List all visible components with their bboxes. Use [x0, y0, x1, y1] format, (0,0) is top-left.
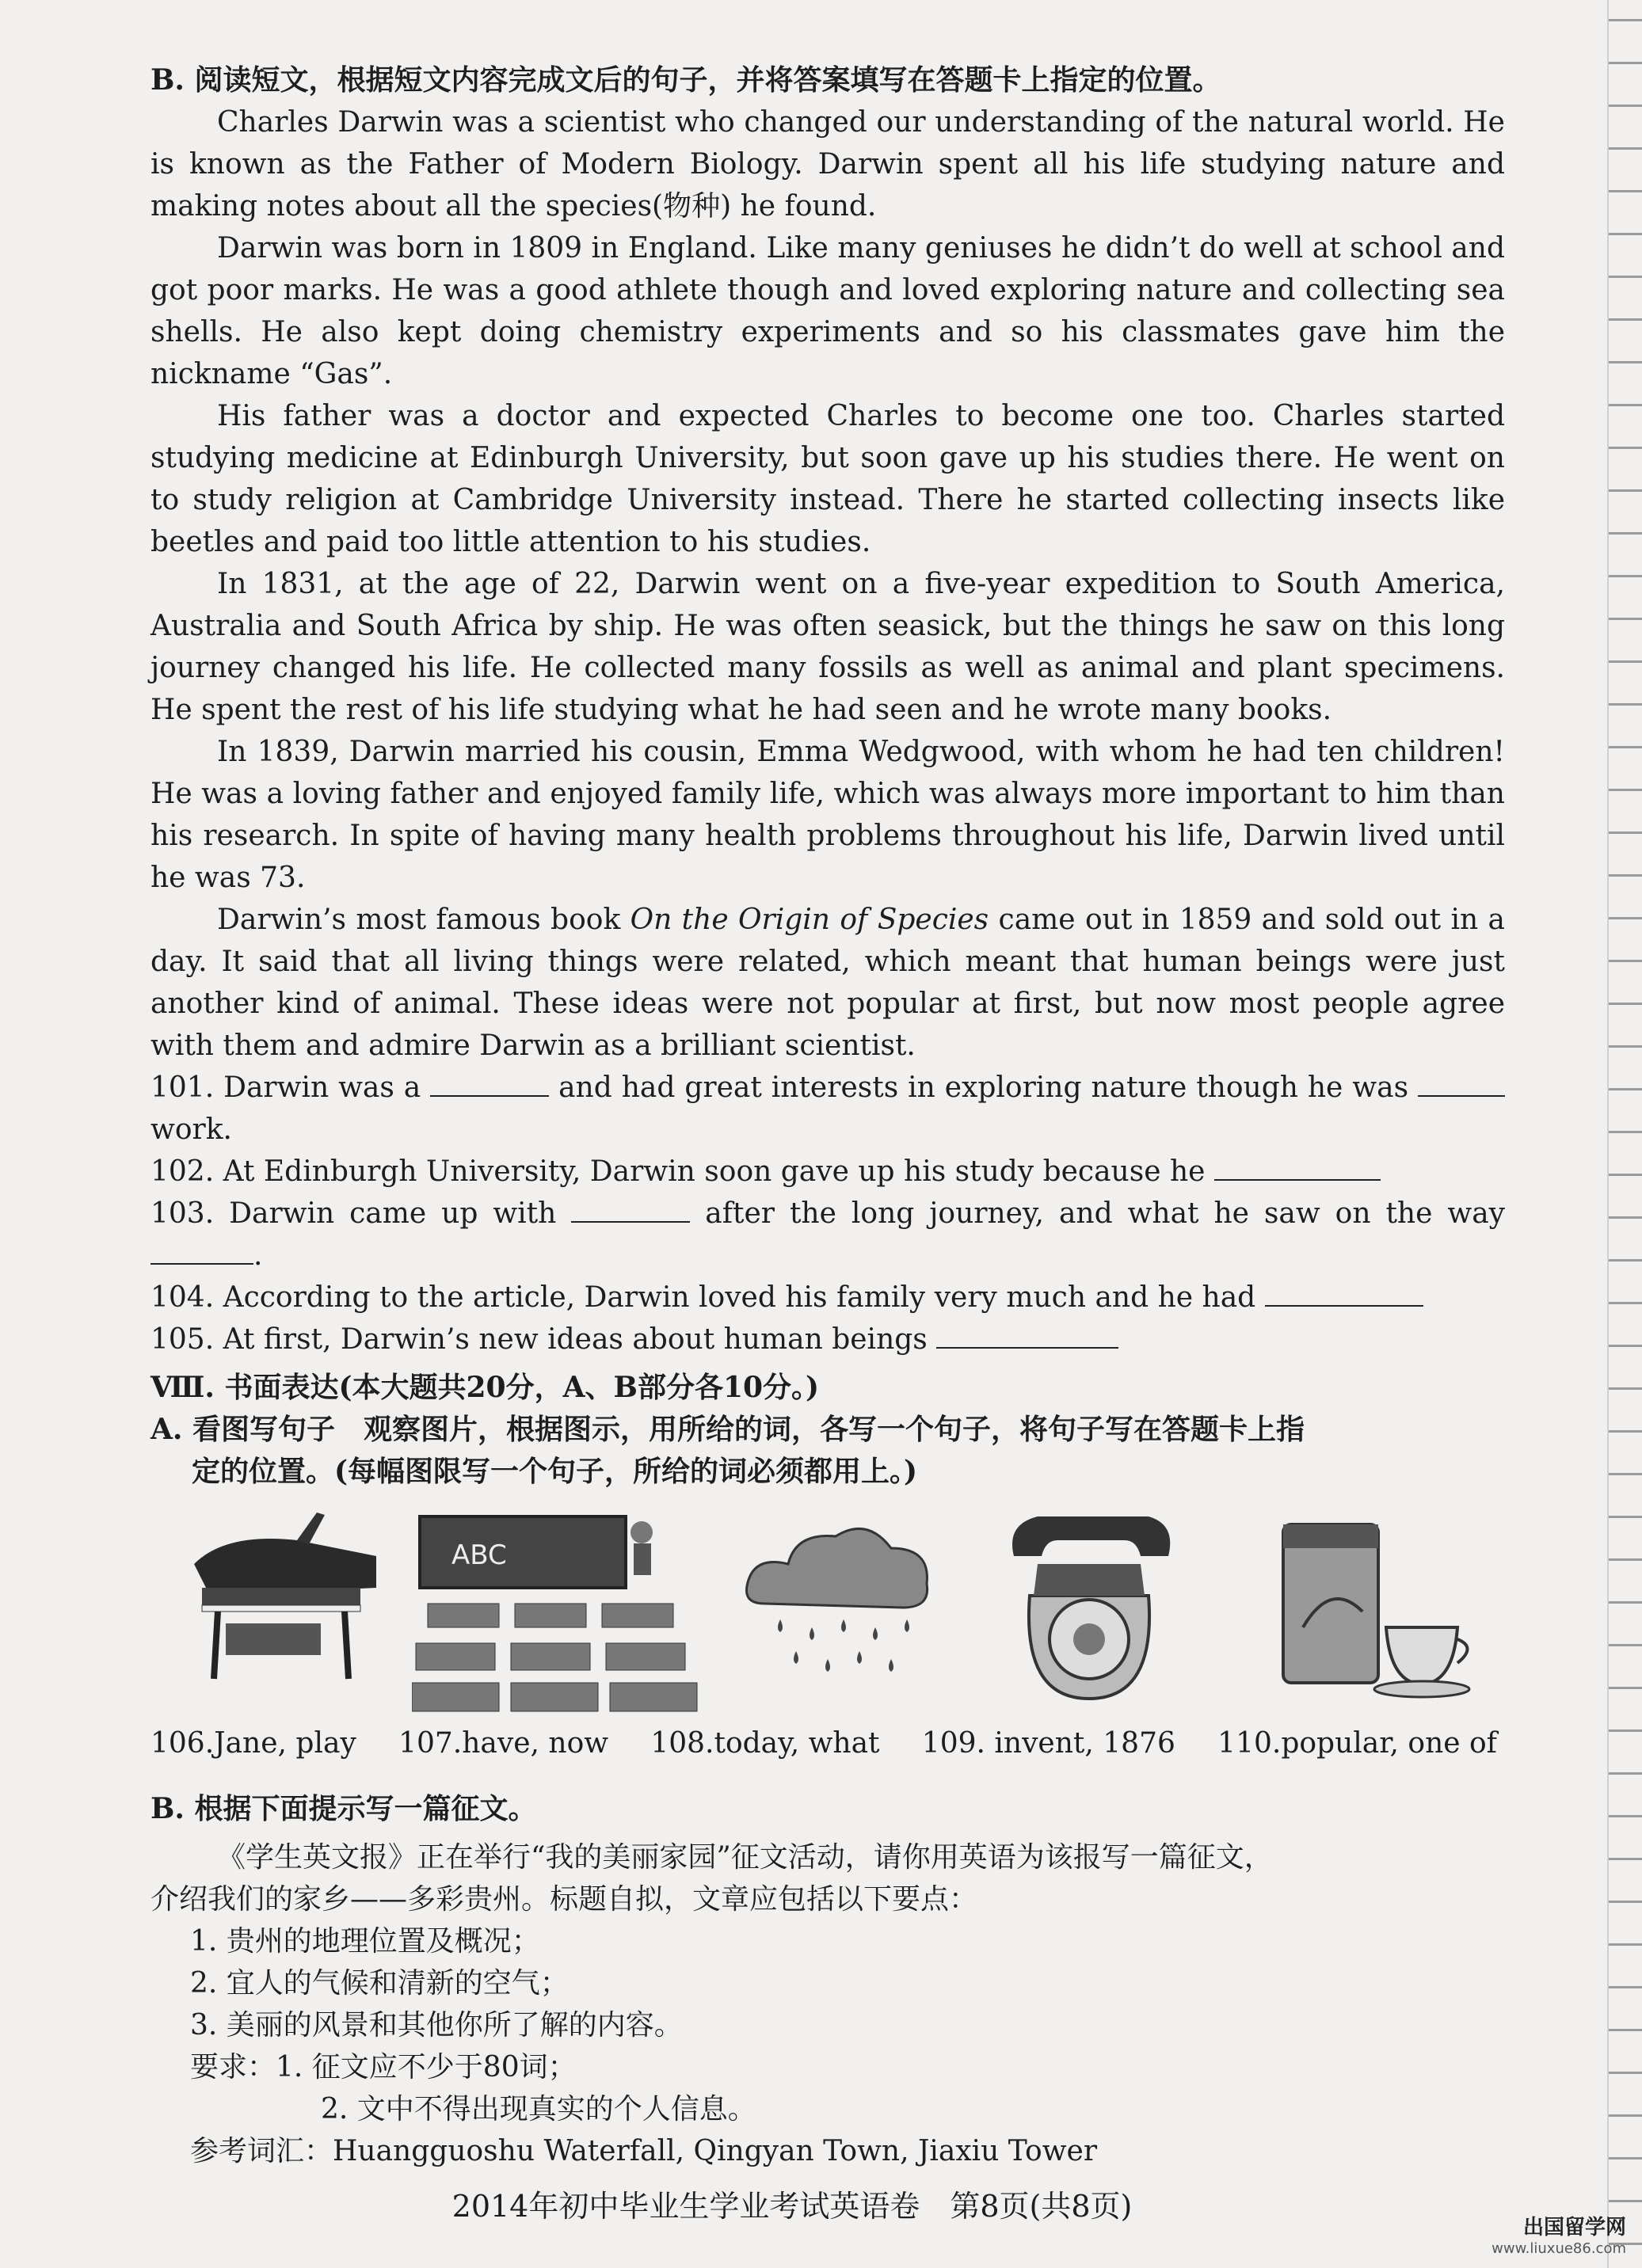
part-b-heading: B. 根据下面提示写一篇征文。: [150, 1792, 537, 1825]
p6-after: came out in 1859 and sold out in a day. It said that all living things were related, which meant that human beings were just another kind of animal. These ideas were not popular at first, but now most people agree with them and admire Darwin as a brilliant scientist.: [150, 904, 1505, 1062]
book-title: On the Origin of Species: [630, 904, 989, 936]
picture-row: [150, 1509, 1505, 1714]
classroom-icon: [412, 1509, 705, 1714]
q101-text-a: 101. Darwin was a: [150, 1071, 431, 1104]
q103-text-c: .: [253, 1239, 263, 1272]
passage-paragraph-1: Charles Darwin was a scientist who changed our understanding of the natural world. He is known as the Father of Modern Biology. Darwin spent all his life studying nature and making notes about all the species(物种) he found.: [150, 106, 1505, 223]
answer-blank-105: [936, 1347, 1118, 1349]
prompt-108: 108.today, what: [650, 1727, 880, 1760]
telephone-icon: [990, 1509, 1188, 1707]
prompt-110: 110.popular, one of: [1217, 1727, 1497, 1760]
answer-blank-102: [1214, 1179, 1381, 1181]
question-101: [150, 1067, 1505, 1151]
question-102: [150, 1151, 1505, 1193]
answer-blank-101b: [1418, 1095, 1505, 1097]
point-3: 3. 美丽的风景和其他你所了解的内容。: [190, 2009, 683, 2042]
watermark-line1: 出国留学网: [1522, 2216, 1626, 2239]
rain-cloud-icon: [733, 1509, 947, 1691]
question-105: [150, 1319, 1505, 1360]
watermark-line2: www.liuxue86.com: [1492, 2240, 1626, 2257]
requirement-line1: 要求：1. 征文应不少于80词；: [190, 2051, 577, 2083]
part-b-intro-line2: 介绍我们的家乡——多彩贵州。标题自拟，文章应包括以下要点：: [150, 1883, 978, 1916]
point-2: 2. 宜人的气候和清新的空气；: [190, 1967, 569, 2000]
prompt-106: 106.Jane, play: [150, 1727, 356, 1760]
page-footer: 2014年初中毕业生学业考试英语卷 第8页(共8页): [451, 2189, 1133, 2224]
part-a-heading-line2: 定的位置。(每幅图限写一个句子，所给的词必须都用上。): [192, 1455, 918, 1488]
q105-text-a: 105. At first, Darwin’s new ideas about human beings: [150, 1323, 937, 1356]
reference-vocabulary: 参考词汇：Huangguoshu Waterfall, Qingyan Town, Jiaxiu Tower: [190, 2135, 1098, 2167]
part-b-intro-line1: 《学生英文报》正在举行“我的美丽家园”征文活动，请你用英语为该报写一篇征文，: [217, 1841, 1273, 1874]
section-b-heading: B. 阅读短文，根据短文内容完成文后的句子，并将答案填写在答题卡上指定的位置。: [150, 63, 1221, 97]
passage-paragraph-2: Darwin was born in 1809 in England. Like many geniuses he didn’t do well at school and got poor marks. He was a good athlete though and loved exploring nature and collecting sea shells. He also kept doing chemistry experiments and so his classmates gave him the nickname “Gas”.: [150, 232, 1505, 390]
section-viii-heading: Ⅷ. 书面表达(本大题共20分，A、B部分各10分。): [150, 1371, 820, 1404]
binding-edge: [1607, 0, 1642, 2268]
tea-icon: [1259, 1509, 1481, 1707]
answer-blank-104: [1265, 1305, 1423, 1307]
prompt-107: 107.have, now: [398, 1727, 609, 1760]
question-104: [150, 1277, 1505, 1319]
q103-text-a: 103. Darwin came up with: [150, 1197, 572, 1230]
q103-text-b: after the long journey, and what he saw on the way: [690, 1197, 1505, 1230]
passage-paragraph-6: [150, 899, 1505, 1067]
requirement-line2: 2. 文中不得出现真实的个人信息。: [321, 2093, 756, 2125]
answer-blank-103b: [150, 1263, 253, 1265]
site-watermark: [1492, 2211, 1626, 2257]
q101-text-b: and had great interests in exploring nature though he was: [549, 1071, 1418, 1104]
prompt-109: 109. invent, 1876: [921, 1727, 1175, 1760]
passage-paragraph-4: In 1831, at the age of 22, Darwin went on a five-year expedition to South America, Australia and South Africa by ship. He was often seasick, but the things he saw on this long journey changed his life. He collected many fossils as well as animal and plant specimens. He spent the rest of his life studying what he had seen and he wrote many books.: [150, 568, 1505, 726]
page-content: [150, 59, 1505, 2172]
question-103: [150, 1193, 1505, 1277]
passage-paragraph-5: In 1839, Darwin married his cousin, Emma Wedgwood, with whom he had ten children! He was a loving father and enjoyed family life, which was always more important to him than his research. In spite of having many health problems throughout his life, Darwin lived until he was 73.: [150, 736, 1505, 894]
piano-icon: [178, 1509, 392, 1691]
picture-prompts: [150, 1722, 1497, 1764]
q101-text-c: work.: [150, 1113, 232, 1146]
answer-blank-101a: [430, 1095, 549, 1097]
answer-blank-103a: [571, 1221, 690, 1223]
blackboard-text: ABC: [451, 1539, 507, 1571]
q102-text-a: 102. At Edinburgh University, Darwin soon gave up his study because he: [150, 1155, 1214, 1188]
p6-before: Darwin’s most famous book: [217, 904, 631, 936]
q104-text-a: 104. According to the article, Darwin loved his family very much and he had: [150, 1281, 1265, 1314]
point-1: 1. 贵州的地理位置及概况；: [190, 1925, 540, 1958]
passage-paragraph-3: His father was a doctor and expected Charles to become one too. Charles started studying medicine at Edinburgh University, but soon gave up his studies there. He went on to study religion at Cambridge University instead. There he started collecting insects like beetles and paid too little attention to his studies.: [150, 400, 1505, 558]
part-a-heading-line1: A. 看图写句子 观察图片，根据图示，用所给的词，各写一个句子，将句子写在答题卡上指: [150, 1413, 1305, 1446]
